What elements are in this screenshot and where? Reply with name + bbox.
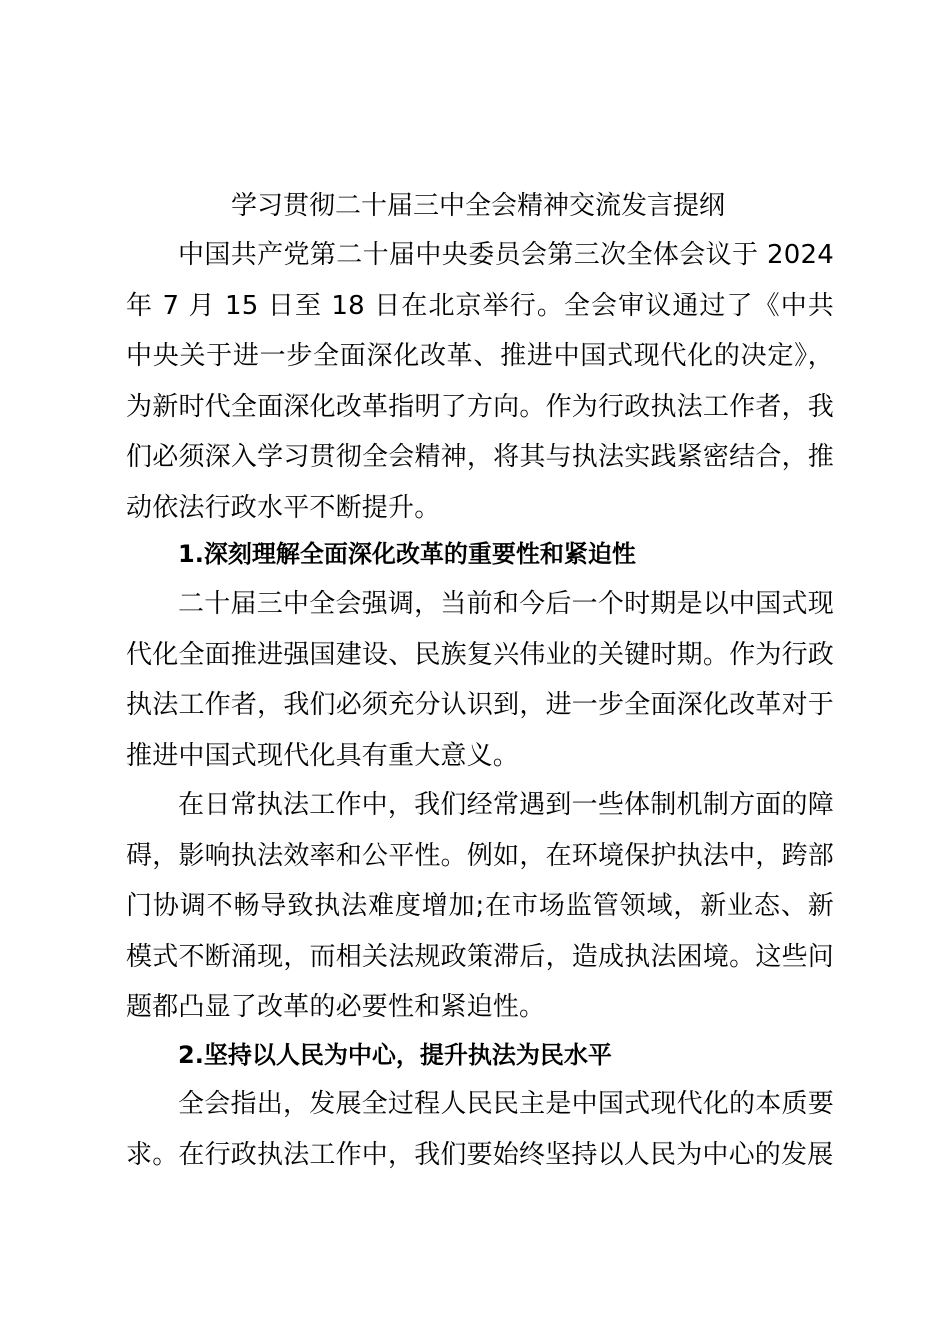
section-heading-1: 1.深刻理解全面深化改革的重要性和紧迫性 (178, 540, 636, 568)
section-1-paragraph-2: 在日常执法工作中，我们经常遇到一些体制机制方面的障碍，影响执法效率和公平性。例如，在环境保护执法中，跨部门协调不畅导致执法难度增加;在市场监管领域，新业态、新模式不断涌现，而相关法规政策滞后，造成执法困境。这些问题都凸显了改革的必要性和紧迫性。 (126, 790, 834, 1023)
section-1-paragraph-1: 二十届三中全会强调，当前和今后一个时期是以中国式现代化全面推进强国建设、民族复兴伟业的关键时期。作为行政执法工作者，我们必须充分认识到，进一步全面深化改革对于推进中国式现代化具有重大意义。 (126, 589, 834, 771)
section-2-paragraph-1: 全会指出，发展全过程人民民主是中国式现代化的本质要求。在行政执法工作中，我们要始终坚持以人民为中心的发展 (126, 1089, 834, 1170)
document-title: 学习贯彻二十届三中全会精神交流发言提纲 (230, 191, 725, 221)
intro-paragraph: 中国共产党第二十届中央委员会第三次全体会议于 2024 年 7 月 15 日至 18 日在北京举行。全会审议通过了《中共中央关于进一步全面深化改革、推进中国式现代化的决定》，为新时代全面深化改革指明了方向。作为行政执法工作者，我们必须深入学习贯彻全会精神，将其与执法实践紧密结合，推动依法行政水平不断提升。 (126, 240, 834, 523)
section-heading-2: 2.坚持以人民为中心，提升执法为民水平 (178, 1041, 612, 1069)
